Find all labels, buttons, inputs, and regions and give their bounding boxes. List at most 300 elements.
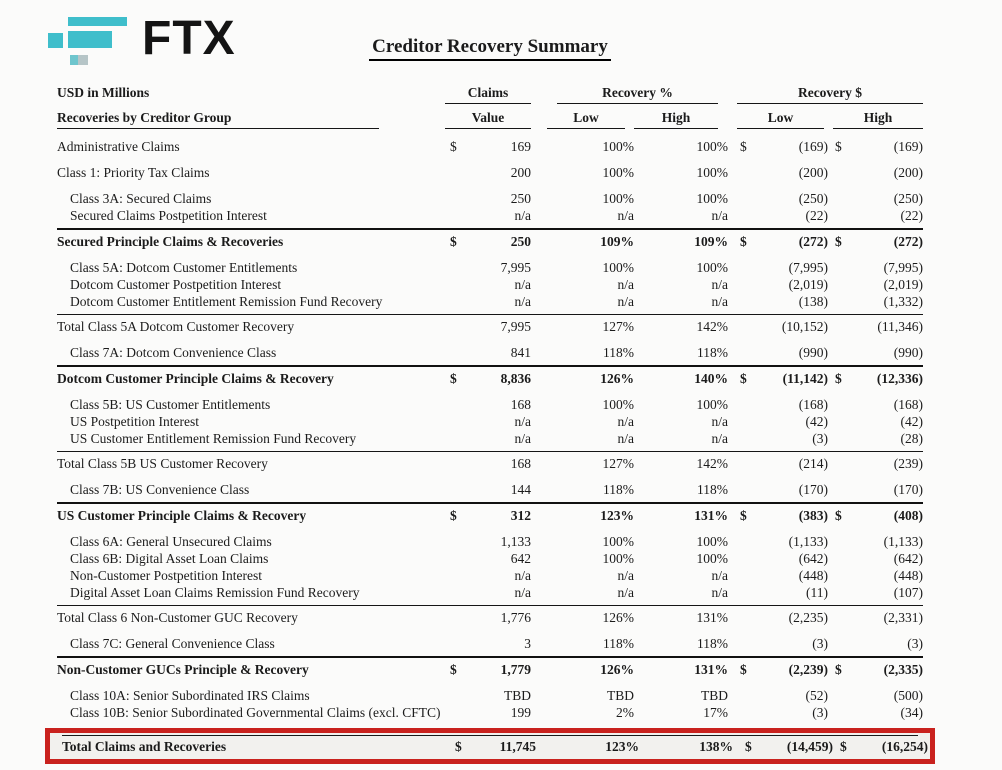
recovery-usd-low: (3) (812, 705, 828, 720)
recovery-usd-low: (169) (798, 139, 828, 154)
table-row (57, 481, 923, 498)
recovery-pct-high: 100% (696, 139, 728, 154)
dollar-sign (445, 318, 465, 335)
dollar-sign (445, 259, 465, 276)
dollar-sign (828, 609, 850, 626)
table-row (57, 259, 923, 276)
spacer (531, 609, 547, 626)
spacer (728, 318, 737, 335)
spacer (728, 430, 737, 447)
recovery-pct-low: 109% (600, 234, 634, 249)
recovery-usd-high: (28) (900, 431, 923, 446)
table-row (57, 635, 923, 652)
dollar-sign (737, 635, 757, 652)
spacer (531, 164, 547, 181)
dollar-sign (445, 344, 465, 361)
table-row (57, 164, 923, 181)
recovery-pct-low: 100% (602, 534, 634, 549)
spacer (531, 318, 547, 335)
table-row (57, 584, 923, 601)
recovery-usd-high: (2,019) (883, 277, 923, 292)
spacer (531, 687, 547, 704)
recovery-usd-low: (250) (798, 191, 828, 206)
dollar-sign (737, 396, 757, 413)
table-row (57, 344, 923, 361)
table-row (57, 550, 923, 567)
recovery-usd-low: (990) (798, 345, 828, 360)
claims-value: n/a (514, 568, 531, 583)
spacer (728, 276, 737, 293)
dollar-sign (445, 276, 465, 293)
dollar-sign (828, 164, 850, 181)
spacer (531, 661, 547, 678)
spacer (531, 276, 547, 293)
claims-value: 168 (510, 456, 531, 471)
recovery-pct-low: 126% (600, 662, 634, 677)
dollar-sign (828, 293, 850, 310)
row-label: Secured Claims Postpetition Interest (70, 208, 267, 223)
claims-value: 168 (510, 397, 531, 412)
recovery-usd-high: (1,133) (883, 534, 923, 549)
dollar-sign (737, 704, 757, 721)
recovery-pct-high: 140% (694, 371, 728, 386)
dollar-sign: $ (835, 139, 842, 154)
dollar-sign (737, 687, 757, 704)
claims-value: 312 (510, 508, 531, 523)
claims-value: n/a (514, 208, 531, 223)
dollar-sign (737, 293, 757, 310)
claims-value: n/a (514, 277, 531, 292)
spacer (728, 190, 737, 207)
claims-value: 250 (510, 191, 531, 206)
spacer (531, 635, 547, 652)
recovery-pct-high: 118% (697, 345, 728, 360)
spacer (728, 259, 737, 276)
spacer (531, 138, 547, 155)
spacer (531, 259, 547, 276)
dollar-sign: $ (455, 739, 462, 754)
dollar-sign (445, 609, 465, 626)
row-label: Class 10B: Senior Subordinated Governmental Claims (excl. CFTC) (70, 705, 441, 720)
claims-value: 199 (510, 705, 531, 720)
recovery-pct-high: 138% (699, 739, 733, 754)
dollar-sign (737, 190, 757, 207)
recovery-pct-high: n/a (711, 277, 728, 292)
page-title: Creditor Recovery Summary (340, 36, 640, 58)
table-row (62, 735, 928, 755)
recovery-usd-high: (408) (893, 508, 923, 523)
logo-bar-top (68, 17, 127, 26)
table-row (57, 276, 923, 293)
ftx-logo-icon (48, 12, 128, 66)
dollar-sign: $ (450, 508, 457, 523)
dollar-sign (737, 609, 757, 626)
dollar-sign (828, 481, 850, 498)
dollar-sign: $ (835, 508, 842, 523)
row-label: Secured Principle Claims & Recoveries (57, 234, 284, 249)
dollar-sign (445, 293, 465, 310)
recovery-pct-low: n/a (617, 414, 634, 429)
dollar-sign (828, 259, 850, 276)
recovery-usd-low: (642) (798, 551, 828, 566)
recovery-pct-low: n/a (617, 294, 634, 309)
dollar-sign: $ (835, 234, 842, 249)
spacer (728, 567, 737, 584)
dollar-sign (445, 455, 465, 472)
dollar-sign: $ (450, 371, 457, 386)
recovery-usd-high: (250) (893, 191, 923, 206)
table-row (57, 687, 923, 704)
recovery-pct-high: 142% (696, 456, 728, 471)
recovery-pct-high: 131% (694, 508, 728, 523)
claims-value: 841 (510, 345, 531, 360)
spacer (728, 207, 737, 224)
spacer (531, 704, 547, 721)
recovery-pct-low: 118% (603, 636, 634, 651)
dollar-sign: $ (745, 739, 752, 754)
row-label: US Customer Principle Claims & Recovery (57, 508, 307, 523)
dollar-sign (828, 550, 850, 567)
spacer (531, 293, 547, 310)
claims-value: 1,776 (500, 610, 531, 625)
row-label: Class 3A: Secured Claims (70, 191, 212, 206)
recovery-usd-low: (3) (812, 431, 828, 446)
recovery-usd-high: (239) (893, 456, 923, 471)
recovery-usd-low: (14,459) (786, 739, 833, 754)
row-label: Class 7B: US Convenience Class (70, 482, 250, 497)
claims-value: n/a (514, 294, 531, 309)
spacer (531, 413, 547, 430)
spacer (733, 738, 742, 755)
claims-value: 7,995 (500, 260, 531, 275)
recovery-usd-high: (1,332) (883, 294, 923, 309)
row-label: Class 7A: Dotcom Convenience Class (70, 345, 277, 360)
dollar-sign (737, 318, 757, 335)
spacer (531, 567, 547, 584)
row-label: Total Claims and Recoveries (62, 739, 227, 754)
recovery-usd-high: (990) (893, 345, 923, 360)
spacer (728, 661, 737, 678)
spacer (531, 396, 547, 413)
row-label: Dotcom Customer Principle Claims & Recovery (57, 371, 334, 386)
recovery-usd-high: (2,331) (883, 610, 923, 625)
recovery-pct-low: 123% (605, 739, 639, 754)
claims-value: 200 (510, 165, 531, 180)
spacer (728, 550, 737, 567)
recovery-pct-low: 118% (603, 482, 634, 497)
recovery-pct-high: 131% (696, 610, 728, 625)
recovery-pct-high: 100% (696, 191, 728, 206)
recovery-pct-low: TBD (607, 688, 634, 703)
recovery-pct-high: 118% (697, 636, 728, 651)
claims-value: 7,995 (500, 319, 531, 334)
dollar-sign (828, 567, 850, 584)
spacer (728, 344, 737, 361)
dollar-sign (828, 584, 850, 601)
recovery-usd-low: (272) (798, 234, 828, 249)
dollar-sign (828, 396, 850, 413)
row-label: Non-Customer Postpetition Interest (70, 568, 262, 583)
spacer (728, 138, 737, 155)
recovery-pct-low: 100% (602, 397, 634, 412)
dollar-sign (828, 344, 850, 361)
dollar-sign (828, 704, 850, 721)
table-body (57, 138, 928, 764)
spacer (728, 413, 737, 430)
dollar-sign (828, 635, 850, 652)
recovery-pct-low: 118% (603, 345, 634, 360)
dollar-sign: $ (740, 234, 747, 249)
recovery-usd-low: (11) (806, 585, 828, 600)
table-row (57, 502, 923, 524)
recovery-usd-high: (42) (900, 414, 923, 429)
claims-value: n/a (514, 585, 531, 600)
table-row (57, 365, 923, 387)
spacer (531, 533, 547, 550)
table-row (57, 656, 923, 678)
claims-value: n/a (514, 414, 531, 429)
recovery-usd-high: (2,335) (883, 662, 923, 677)
dollar-sign: $ (450, 662, 457, 677)
dollar-sign (737, 567, 757, 584)
dollar-sign: $ (835, 662, 842, 677)
spacer (728, 481, 737, 498)
recovery-usd-high: (22) (900, 208, 923, 223)
dollar-sign (828, 190, 850, 207)
spacer (728, 507, 737, 524)
table-row (57, 314, 923, 335)
recovery-pct-high: n/a (711, 414, 728, 429)
recovery-pct-high: n/a (711, 294, 728, 309)
dollar-sign (445, 481, 465, 498)
recovery-usd-low: (2,235) (788, 610, 828, 625)
recovery-usd-low: (52) (805, 688, 828, 703)
row-label: US Customer Entitlement Remission Fund Recovery (70, 431, 357, 446)
recovery-usd-low: (168) (798, 397, 828, 412)
row-label: Administrative Claims (57, 139, 180, 154)
recovery-usd-low: (7,995) (788, 260, 828, 275)
dollar-sign (828, 276, 850, 293)
claims-value: 8,836 (500, 371, 531, 386)
col-header-usd-low: Low (737, 109, 824, 129)
row-label: Class 5A: Dotcom Customer Entitlements (70, 260, 298, 275)
spacer (531, 190, 547, 207)
row-label: Class 1: Priority Tax Claims (57, 165, 210, 180)
dollar-sign (737, 481, 757, 498)
recovery-usd-high: (168) (893, 397, 923, 412)
recovery-usd-low: (2,019) (788, 277, 828, 292)
col-header-usd-high: High (833, 109, 923, 129)
spacer (728, 293, 737, 310)
recovery-pct-high: 131% (694, 662, 728, 677)
recovery-pct-low: n/a (617, 568, 634, 583)
table-row (57, 207, 923, 224)
recovery-usd-high: (448) (893, 568, 923, 583)
dollar-sign (445, 190, 465, 207)
spacer (728, 533, 737, 550)
dollar-sign: $ (740, 371, 747, 386)
recovery-pct-high: 109% (694, 234, 728, 249)
claims-value: 1,133 (500, 534, 531, 549)
spacer (531, 344, 547, 361)
row-label: US Postpetition Interest (70, 414, 199, 429)
recovery-usd-high: (169) (893, 139, 923, 154)
dollar-sign (828, 413, 850, 430)
dollar-sign (445, 704, 465, 721)
row-label: Class 10A: Senior Subordinated IRS Claims (70, 688, 310, 703)
table-row (57, 138, 923, 155)
dollar-sign (445, 413, 465, 430)
row-label: Total Class 6 Non-Customer GUC Recovery (57, 610, 298, 625)
spacer (531, 233, 547, 250)
table-row (57, 533, 923, 550)
recovery-pct-high: 100% (696, 397, 728, 412)
recovery-pct-low: 127% (602, 456, 634, 471)
dollar-sign: $ (740, 508, 747, 523)
recovery-pct-low: 126% (602, 610, 634, 625)
col-header-pct-high: High (634, 109, 718, 129)
spacer (531, 207, 547, 224)
ftx-logo (48, 12, 278, 70)
dollar-sign (828, 318, 850, 335)
spacer (728, 687, 737, 704)
dollar-sign: $ (740, 662, 747, 677)
row-label: Class 5B: US Customer Entitlements (70, 397, 271, 412)
col-group-recovery-pct: Recovery % (557, 84, 718, 104)
dollar-sign (737, 259, 757, 276)
recovery-usd-low: (1,133) (788, 534, 828, 549)
recovery-pct-high: 100% (696, 534, 728, 549)
total-highlight-box (45, 728, 935, 764)
dollar-sign (445, 164, 465, 181)
spacer (531, 507, 547, 524)
recovery-usd-high: (12,336) (876, 371, 923, 386)
dollar-sign (737, 413, 757, 430)
recovery-usd-high: (200) (893, 165, 923, 180)
logo-square-left (48, 33, 63, 48)
recovery-usd-low: (11,142) (782, 371, 828, 386)
recovery-pct-low: n/a (617, 431, 634, 446)
spacer (531, 584, 547, 601)
recovery-usd-high: (642) (893, 551, 923, 566)
dollar-sign (445, 207, 465, 224)
claims-value: 642 (510, 551, 531, 566)
recovery-pct-low: 123% (600, 508, 634, 523)
recovery-pct-low: 100% (602, 191, 634, 206)
row-label: Class 7C: General Convenience Class (70, 636, 275, 651)
spacer (728, 704, 737, 721)
dollar-sign (445, 635, 465, 652)
recovery-pct-low: 100% (602, 551, 634, 566)
recovery-pct-low: n/a (617, 585, 634, 600)
dollar-sign: $ (835, 371, 842, 386)
recovery-pct-high: 100% (696, 551, 728, 566)
recovery-pct-low: 100% (602, 165, 634, 180)
recovery-pct-high: 118% (697, 482, 728, 497)
recovery-usd-high: (272) (893, 234, 923, 249)
dollar-sign: $ (450, 139, 457, 154)
recovery-usd-low: (42) (805, 414, 828, 429)
recovery-pct-low: 100% (602, 139, 634, 154)
spacer (728, 635, 737, 652)
recovery-pct-high: 100% (696, 260, 728, 275)
table-row (57, 190, 923, 207)
table-row (57, 228, 923, 250)
dollar-sign (828, 533, 850, 550)
recovery-usd-low: (383) (798, 508, 828, 523)
row-label: Dotcom Customer Entitlement Remission Fund Recovery (70, 294, 383, 309)
dollar-sign (828, 430, 850, 447)
spacer (531, 430, 547, 447)
recovery-usd-low: (200) (798, 165, 828, 180)
table-row (57, 413, 923, 430)
recovery-pct-high: n/a (711, 208, 728, 223)
dollar-sign (737, 164, 757, 181)
recovery-pct-low: 126% (600, 371, 634, 386)
spacer (531, 481, 547, 498)
claims-value: 3 (524, 636, 531, 651)
spacer (728, 584, 737, 601)
recovery-usd-high: (34) (900, 705, 923, 720)
row-label: Total Class 5B US Customer Recovery (57, 456, 268, 471)
recovery-usd-high: (107) (893, 585, 923, 600)
recovery-usd-low: (214) (798, 456, 828, 471)
recovery-usd-low: (2,239) (788, 662, 828, 677)
recovery-usd-low: (138) (798, 294, 828, 309)
spacer (531, 455, 547, 472)
recovery-pct-low: 100% (602, 260, 634, 275)
ftx-logo-text: FTX (142, 12, 236, 65)
row-group-header: Recoveries by Creditor Group (57, 109, 379, 129)
row-label: Digital Asset Loan Claims Remission Fund Recovery (70, 585, 360, 600)
spacer (728, 455, 737, 472)
dollar-sign (737, 584, 757, 601)
dollar-sign (445, 584, 465, 601)
recovery-pct-high: 17% (703, 705, 728, 720)
row-label: Non-Customer GUCs Principle & Recovery (57, 662, 309, 677)
claims-value: 11,745 (499, 739, 536, 754)
spacer (728, 233, 737, 250)
spacer (728, 370, 737, 387)
logo-square-bottom (70, 55, 88, 65)
row-label: Total Class 5A Dotcom Customer Recovery (57, 319, 295, 334)
recovery-usd-high: (7,995) (883, 260, 923, 275)
col-group-claims: Claims (445, 84, 531, 104)
table-row (57, 704, 923, 721)
units-label: USD in Millions (57, 85, 150, 100)
col-group-recovery-usd: Recovery $ (737, 84, 923, 104)
dollar-sign (737, 550, 757, 567)
claims-value: 169 (510, 139, 531, 154)
table-header-columns (57, 109, 923, 129)
table-row (57, 605, 923, 626)
recovery-usd-high: (3) (907, 636, 923, 651)
recovery-usd-low: (22) (805, 208, 828, 223)
spacer (536, 738, 552, 755)
table-row (57, 451, 923, 472)
row-label: Class 6B: Digital Asset Loan Claims (70, 551, 269, 566)
claims-value: 144 (510, 482, 531, 497)
row-label: Dotcom Customer Postpetition Interest (70, 277, 282, 292)
creditor-recovery-table (57, 84, 928, 764)
recovery-pct-high: 142% (696, 319, 728, 334)
recovery-pct-high: n/a (711, 568, 728, 583)
dollar-sign (445, 533, 465, 550)
recovery-usd-high: (11,346) (877, 319, 923, 334)
table-row (57, 293, 923, 310)
table-row (57, 430, 923, 447)
recovery-usd-high: (170) (893, 482, 923, 497)
